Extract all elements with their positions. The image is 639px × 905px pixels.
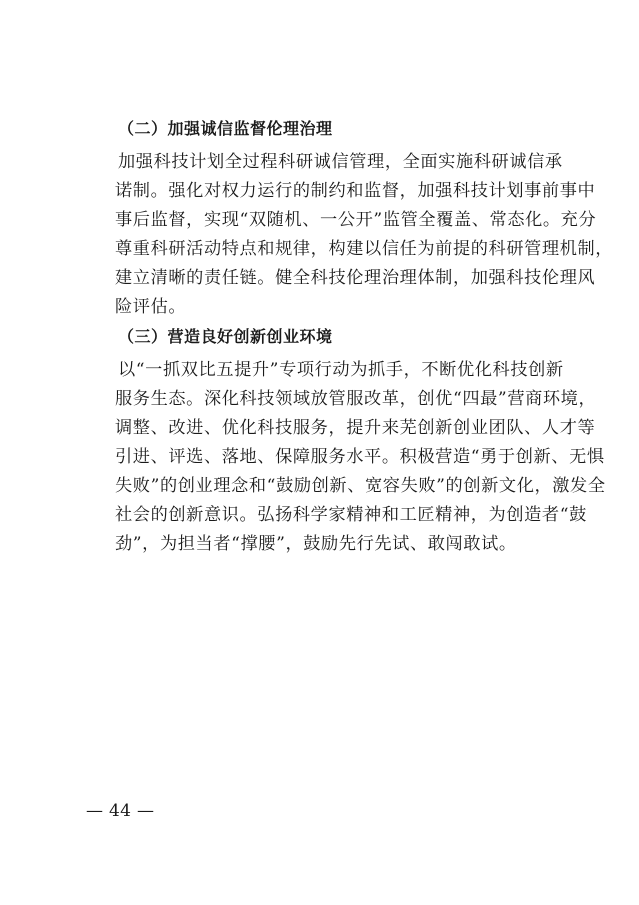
paragraph-innovation-environment — [115, 356, 606, 559]
paragraph-line: 建立清晰的责任链。健全科技伦理治理体制，加强科技伦理风 — [115, 268, 596, 288]
paragraph-line: 以“一抓双比五提升”专项行动为抓手，不断优化科技创新 — [118, 360, 564, 380]
paragraph-line: 社会的创新意识。弘扬科学家精神和工匠精神，为创造者“鼓 — [115, 505, 587, 525]
paragraph-line: 加强科技计划全过程科研诚信管理，全面实施科研诚信承 — [118, 152, 563, 172]
section-heading-2: （二）加强诚信监督伦理治理 — [118, 119, 333, 138]
paragraph-line: 险评估。 — [115, 297, 187, 317]
paragraph-line: 服务生态。深化科技领域放管服改革，创优“四最”营商环境， — [115, 389, 597, 409]
paragraph-line: 引进、评选、落地、保障服务水平。积极营造“勇于创新、无惧 — [115, 447, 605, 467]
paragraph-line: 诺制。强化对权力运行的制约和监督，加强科技计划事前事中 — [115, 181, 596, 201]
document-body — [115, 114, 614, 559]
paragraph-line: 尊重科研活动特点和规律，构建以信任为前提的科研管理机制， — [115, 239, 614, 259]
paragraph-line: 失败”的创业理念和“鼓励创新、宽容失败”的创新文化，激发全 — [115, 476, 606, 496]
page-number: — 44 — — [86, 801, 155, 821]
paragraph-line: 调整、改进、优化科技服务，提升来芜创新创业团队、人才等 — [115, 418, 596, 438]
paragraph-line: 劲”，为担当者“撑腰”，鼓励先行先试、敢闯敢试。 — [115, 534, 517, 554]
section-heading-3: （三）营造良好创新创业环境 — [118, 327, 333, 346]
paragraph-line: 事后监督，实现“双随机、一公开”监管全覆盖、常态化。充分 — [115, 210, 597, 230]
paragraph-integrity-ethics — [115, 148, 614, 322]
